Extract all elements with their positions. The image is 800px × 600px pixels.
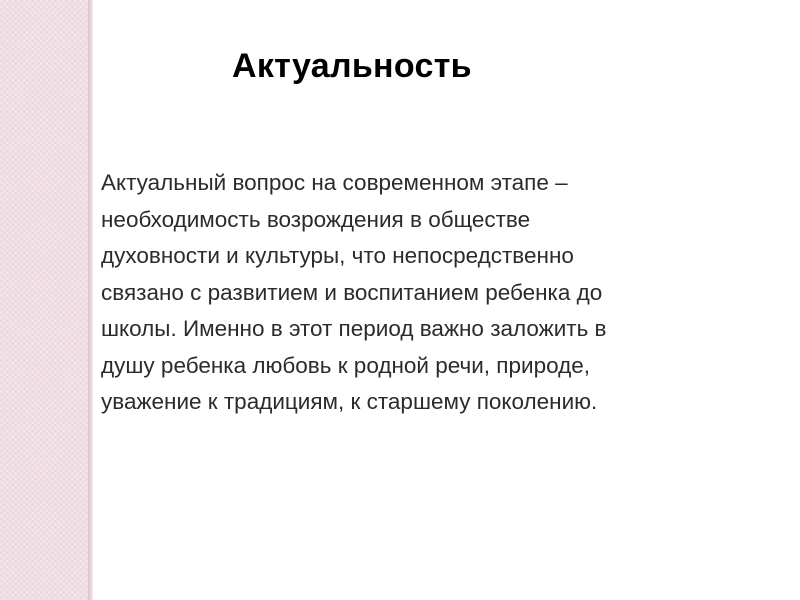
slide-body-text [101,165,761,421]
body-line: душу ребенка любовь к родной речи, природе, [101,352,590,378]
body-line: школы. Именно в этот период важно заложить в [101,316,607,341]
decorative-side-band [0,0,88,600]
slide-title: Актуальность [232,47,472,85]
body-line: Актуальный вопрос на современном этапе – [101,170,568,195]
side-band-edge [88,0,93,600]
body-line: необходимость возрождения в обществе [101,206,531,232]
body-line: духовности и культуры, что непосредственно [101,243,574,268]
body-line: связано с развитием и воспитанием ребенка до [101,279,603,305]
body-line: уважение к традициям, к старшему поколению. [101,389,598,414]
